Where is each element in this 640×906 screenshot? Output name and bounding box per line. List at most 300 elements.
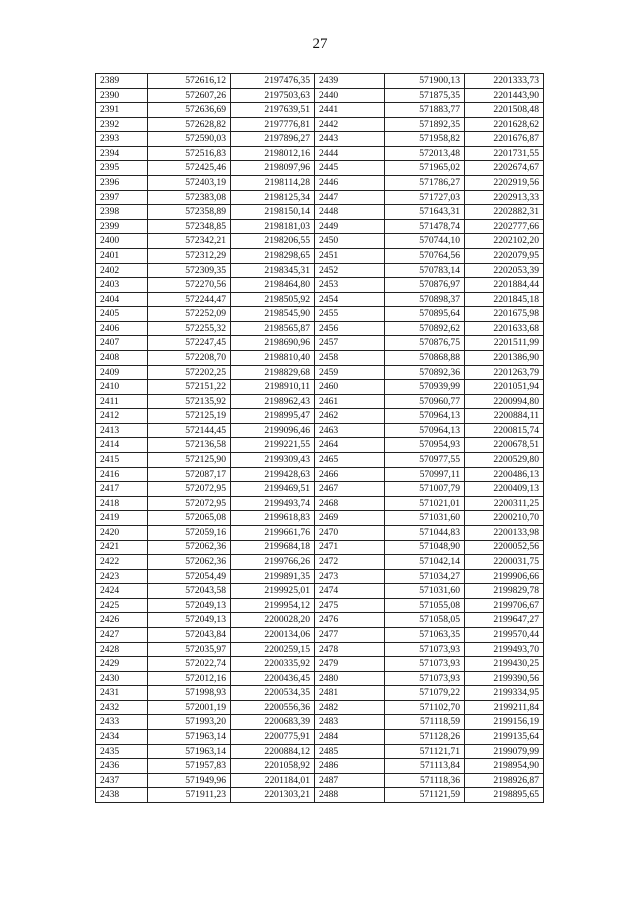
point-number-cell: 2475 [315,598,385,613]
point-number-cell: 2422 [96,555,148,570]
y-coordinate-cell: 2200775,91 [231,730,315,745]
y-coordinate-cell: 2199334,95 [465,686,544,701]
point-number-cell: 2404 [96,292,148,307]
point-number-cell: 2429 [96,657,148,672]
x-coordinate-cell: 571643,31 [385,205,465,220]
table-row [96,453,544,468]
x-coordinate-cell: 572054,49 [148,569,231,584]
point-number-cell: 2431 [96,686,148,701]
point-number-cell: 2488 [315,788,385,803]
x-coordinate-cell: 572309,35 [148,263,231,278]
x-coordinate-cell: 572072,95 [148,496,231,511]
x-coordinate-cell: 570939,99 [385,380,465,395]
x-coordinate-cell: 571102,70 [385,700,465,715]
x-coordinate-cell: 570876,97 [385,278,465,293]
point-number-cell: 2399 [96,219,148,234]
y-coordinate-cell: 2198097,96 [231,161,315,176]
y-coordinate-cell: 2202079,95 [465,248,544,263]
y-coordinate-cell: 2197639,51 [231,103,315,118]
x-coordinate-cell: 570744,10 [385,234,465,249]
y-coordinate-cell: 2198810,40 [231,350,315,365]
point-number-cell: 2437 [96,773,148,788]
point-number-cell: 2441 [315,103,385,118]
x-coordinate-cell: 571118,36 [385,773,465,788]
y-coordinate-cell: 2201511,99 [465,336,544,351]
point-number-cell: 2425 [96,598,148,613]
point-number-cell: 2446 [315,176,385,191]
point-number-cell: 2414 [96,438,148,453]
point-number-cell: 2462 [315,409,385,424]
x-coordinate-cell: 572062,36 [148,555,231,570]
y-coordinate-cell: 2199661,76 [231,525,315,540]
table-row [96,569,544,584]
table-row [96,555,544,570]
table-row [96,161,544,176]
y-coordinate-cell: 2198690,96 [231,336,315,351]
x-coordinate-cell: 570964,13 [385,423,465,438]
point-number-cell: 2395 [96,161,148,176]
x-coordinate-cell: 571063,35 [385,627,465,642]
x-coordinate-cell: 572087,17 [148,467,231,482]
point-number-cell: 2478 [315,642,385,657]
point-number-cell: 2423 [96,569,148,584]
x-coordinate-cell: 572244,47 [148,292,231,307]
y-coordinate-cell: 2200409,13 [465,482,544,497]
x-coordinate-cell: 572135,92 [148,394,231,409]
point-number-cell: 2439 [315,74,385,89]
table-row [96,146,544,161]
y-coordinate-cell: 2199706,67 [465,598,544,613]
x-coordinate-cell: 571963,14 [148,744,231,759]
x-coordinate-cell: 571079,22 [385,686,465,701]
table-row [96,219,544,234]
x-coordinate-cell: 571121,59 [385,788,465,803]
table-row [96,409,544,424]
point-number-cell: 2457 [315,336,385,351]
x-coordinate-cell: 571958,82 [385,132,465,147]
y-coordinate-cell: 2199954,12 [231,598,315,613]
table-row [96,613,544,628]
point-number-cell: 2479 [315,657,385,672]
table-row [96,321,544,336]
point-number-cell: 2428 [96,642,148,657]
point-number-cell: 2468 [315,496,385,511]
point-number-cell: 2430 [96,671,148,686]
y-coordinate-cell: 2202102,20 [465,234,544,249]
y-coordinate-cell: 2200210,70 [465,511,544,526]
y-coordinate-cell: 2201058,92 [231,759,315,774]
y-coordinate-cell: 2197476,35 [231,74,315,89]
y-coordinate-cell: 2201303,21 [231,788,315,803]
point-number-cell: 2436 [96,759,148,774]
y-coordinate-cell: 2200436,45 [231,671,315,686]
point-number-cell: 2485 [315,744,385,759]
point-number-cell: 2417 [96,482,148,497]
point-number-cell: 2451 [315,248,385,263]
y-coordinate-cell: 2200031,75 [465,555,544,570]
y-coordinate-cell: 2198910,11 [231,380,315,395]
point-number-cell: 2483 [315,715,385,730]
x-coordinate-cell: 572270,56 [148,278,231,293]
y-coordinate-cell: 2199618,83 [231,511,315,526]
x-coordinate-cell: 572255,32 [148,321,231,336]
point-number-cell: 2463 [315,423,385,438]
x-coordinate-cell: 572312,29 [148,248,231,263]
y-coordinate-cell: 2201731,55 [465,146,544,161]
y-coordinate-cell: 2199493,70 [465,642,544,657]
y-coordinate-cell: 2200534,35 [231,686,315,701]
y-coordinate-cell: 2200486,13 [465,467,544,482]
x-coordinate-cell: 572049,13 [148,598,231,613]
y-coordinate-cell: 2200259,15 [231,642,315,657]
point-number-cell: 2487 [315,773,385,788]
point-number-cell: 2418 [96,496,148,511]
x-coordinate-cell: 570876,75 [385,336,465,351]
point-number-cell: 2435 [96,744,148,759]
y-coordinate-cell: 2198954,90 [465,759,544,774]
x-coordinate-cell: 571007,79 [385,482,465,497]
point-number-cell: 2466 [315,467,385,482]
x-coordinate-cell: 571965,02 [385,161,465,176]
x-coordinate-cell: 572001,19 [148,700,231,715]
point-number-cell: 2440 [315,88,385,103]
y-coordinate-cell: 2200884,12 [231,744,315,759]
x-coordinate-cell: 571949,96 [148,773,231,788]
x-coordinate-cell: 572628,82 [148,117,231,132]
y-coordinate-cell: 2201508,48 [465,103,544,118]
x-coordinate-cell: 572136,58 [148,438,231,453]
table-row [96,584,544,599]
table-row [96,234,544,249]
y-coordinate-cell: 2199684,18 [231,540,315,555]
point-number-cell: 2415 [96,453,148,468]
y-coordinate-cell: 2199493,74 [231,496,315,511]
y-coordinate-cell: 2200994,80 [465,394,544,409]
y-coordinate-cell: 2202919,56 [465,176,544,191]
y-coordinate-cell: 2199309,43 [231,453,315,468]
table-row [96,438,544,453]
y-coordinate-cell: 2201184,01 [231,773,315,788]
y-coordinate-cell: 2199829,78 [465,584,544,599]
x-coordinate-cell: 571073,93 [385,657,465,672]
x-coordinate-cell: 571900,13 [385,74,465,89]
x-coordinate-cell: 572013,48 [385,146,465,161]
table-row [96,642,544,657]
x-coordinate-cell: 570977,55 [385,453,465,468]
y-coordinate-cell: 2198926,87 [465,773,544,788]
point-number-cell: 2408 [96,350,148,365]
point-number-cell: 2471 [315,540,385,555]
point-number-cell: 2477 [315,627,385,642]
point-number-cell: 2412 [96,409,148,424]
point-number-cell: 2420 [96,525,148,540]
y-coordinate-cell: 2199647,27 [465,613,544,628]
table-row [96,525,544,540]
y-coordinate-cell: 2199211,84 [465,700,544,715]
point-number-cell: 2401 [96,248,148,263]
x-coordinate-cell: 571128,26 [385,730,465,745]
table-row [96,482,544,497]
y-coordinate-cell: 2201263,79 [465,365,544,380]
point-number-cell: 2442 [315,117,385,132]
x-coordinate-cell: 572035,97 [148,642,231,657]
x-coordinate-cell: 571875,35 [385,88,465,103]
table-row [96,496,544,511]
x-coordinate-cell: 571044,83 [385,525,465,540]
point-number-cell: 2411 [96,394,148,409]
table-row [96,423,544,438]
table-row [96,657,544,672]
y-coordinate-cell: 2199906,66 [465,569,544,584]
point-number-cell: 2452 [315,263,385,278]
y-coordinate-cell: 2201884,44 [465,278,544,293]
table-row [96,190,544,205]
y-coordinate-cell: 2201633,68 [465,321,544,336]
y-coordinate-cell: 2201333,73 [465,74,544,89]
table-row [96,117,544,132]
y-coordinate-cell: 2199766,26 [231,555,315,570]
y-coordinate-cell: 2199469,51 [231,482,315,497]
point-number-cell: 2427 [96,627,148,642]
x-coordinate-cell: 572202,25 [148,365,231,380]
x-coordinate-cell: 571993,20 [148,715,231,730]
x-coordinate-cell: 572425,46 [148,161,231,176]
x-coordinate-cell: 571048,90 [385,540,465,555]
y-coordinate-cell: 2198464,80 [231,278,315,293]
point-number-cell: 2445 [315,161,385,176]
table-row [96,671,544,686]
y-coordinate-cell: 2200884,11 [465,409,544,424]
x-coordinate-cell: 571058,05 [385,613,465,628]
point-number-cell: 2419 [96,511,148,526]
x-coordinate-cell: 570783,14 [385,263,465,278]
point-number-cell: 2389 [96,74,148,89]
x-coordinate-cell: 570964,13 [385,409,465,424]
table-row [96,176,544,191]
y-coordinate-cell: 2198345,31 [231,263,315,278]
y-coordinate-cell: 2202882,31 [465,205,544,220]
x-coordinate-cell: 572342,21 [148,234,231,249]
y-coordinate-cell: 2198181,03 [231,219,315,234]
y-coordinate-cell: 2198298,65 [231,248,315,263]
x-coordinate-cell: 571892,35 [385,117,465,132]
page-number: 27 [312,36,328,52]
x-coordinate-cell: 572022,74 [148,657,231,672]
table-row [96,380,544,395]
x-coordinate-cell: 571073,93 [385,642,465,657]
y-coordinate-cell: 2200683,39 [231,715,315,730]
point-number-cell: 2453 [315,278,385,293]
point-number-cell: 2402 [96,263,148,278]
point-number-cell: 2448 [315,205,385,220]
point-number-cell: 2397 [96,190,148,205]
point-number-cell: 2456 [315,321,385,336]
point-number-cell: 2410 [96,380,148,395]
table-row [96,103,544,118]
point-number-cell: 2406 [96,321,148,336]
x-coordinate-cell: 572043,84 [148,627,231,642]
x-coordinate-cell: 570997,11 [385,467,465,482]
y-coordinate-cell: 2201386,90 [465,350,544,365]
y-coordinate-cell: 2199428,63 [231,467,315,482]
x-coordinate-cell: 572358,89 [148,205,231,220]
x-coordinate-cell: 572636,69 [148,103,231,118]
x-coordinate-cell: 571034,27 [385,569,465,584]
y-coordinate-cell: 2199430,25 [465,657,544,672]
y-coordinate-cell: 2200529,80 [465,453,544,468]
point-number-cell: 2432 [96,700,148,715]
y-coordinate-cell: 2198125,34 [231,190,315,205]
point-number-cell: 2396 [96,176,148,191]
table-row [96,248,544,263]
point-number-cell: 2455 [315,307,385,322]
x-coordinate-cell: 571478,74 [385,219,465,234]
point-number-cell: 2390 [96,88,148,103]
x-coordinate-cell: 572065,08 [148,511,231,526]
point-number-cell: 2473 [315,569,385,584]
point-number-cell: 2444 [315,146,385,161]
y-coordinate-cell: 2202913,33 [465,190,544,205]
x-coordinate-cell: 572012,16 [148,671,231,686]
y-coordinate-cell: 2200133,98 [465,525,544,540]
point-number-cell: 2413 [96,423,148,438]
x-coordinate-cell: 571113,84 [385,759,465,774]
table-row [96,627,544,642]
x-coordinate-cell: 572383,08 [148,190,231,205]
y-coordinate-cell: 2201051,94 [465,380,544,395]
table-row [96,88,544,103]
point-number-cell: 2398 [96,205,148,220]
y-coordinate-cell: 2200052,56 [465,540,544,555]
y-coordinate-cell: 2197896,27 [231,132,315,147]
x-coordinate-cell: 571021,01 [385,496,465,511]
x-coordinate-cell: 572125,19 [148,409,231,424]
point-number-cell: 2461 [315,394,385,409]
y-coordinate-cell: 2200028,20 [231,613,315,628]
y-coordinate-cell: 2198150,14 [231,205,315,220]
y-coordinate-cell: 2201443,90 [465,88,544,103]
x-coordinate-cell: 571883,77 [385,103,465,118]
point-number-cell: 2474 [315,584,385,599]
table-row [96,394,544,409]
x-coordinate-cell: 572125,90 [148,453,231,468]
point-number-cell: 2472 [315,555,385,570]
x-coordinate-cell: 572607,26 [148,88,231,103]
y-coordinate-cell: 2199096,46 [231,423,315,438]
point-number-cell: 2450 [315,234,385,249]
x-coordinate-cell: 571911,23 [148,788,231,803]
y-coordinate-cell: 2201675,98 [465,307,544,322]
y-coordinate-cell: 2197776,81 [231,117,315,132]
x-coordinate-cell: 571727,03 [385,190,465,205]
table-row [96,540,544,555]
point-number-cell: 2424 [96,584,148,599]
x-coordinate-cell: 570960,77 [385,394,465,409]
point-number-cell: 2403 [96,278,148,293]
x-coordinate-cell: 572616,12 [148,74,231,89]
x-coordinate-cell: 572247,45 [148,336,231,351]
table-row [96,773,544,788]
x-coordinate-cell: 570898,37 [385,292,465,307]
x-coordinate-cell: 572043,58 [148,584,231,599]
y-coordinate-cell: 2198545,90 [231,307,315,322]
table-row [96,511,544,526]
table-row [96,686,544,701]
y-coordinate-cell: 2200134,06 [231,627,315,642]
table-row [96,205,544,220]
y-coordinate-cell: 2198565,87 [231,321,315,336]
y-coordinate-cell: 2199891,35 [231,569,315,584]
point-number-cell: 2438 [96,788,148,803]
y-coordinate-cell: 2202777,66 [465,219,544,234]
table-row [96,132,544,147]
table-row [96,365,544,380]
x-coordinate-cell: 571031,60 [385,511,465,526]
x-coordinate-cell: 572072,95 [148,482,231,497]
x-coordinate-cell: 571031,60 [385,584,465,599]
y-coordinate-cell: 2201845,18 [465,292,544,307]
coordinates-table-body [96,74,544,803]
y-coordinate-cell: 2199221,55 [231,438,315,453]
y-coordinate-cell: 2197503,63 [231,88,315,103]
table-row [96,759,544,774]
point-number-cell: 2407 [96,336,148,351]
y-coordinate-cell: 2198962,43 [231,394,315,409]
y-coordinate-cell: 2200556,36 [231,700,315,715]
point-number-cell: 2433 [96,715,148,730]
y-coordinate-cell: 2200335,92 [231,657,315,672]
point-number-cell: 2481 [315,686,385,701]
y-coordinate-cell: 2201628,62 [465,117,544,132]
x-coordinate-cell: 572062,36 [148,540,231,555]
x-coordinate-cell: 572059,16 [148,525,231,540]
x-coordinate-cell: 571786,27 [385,176,465,191]
x-coordinate-cell: 571118,59 [385,715,465,730]
point-number-cell: 2426 [96,613,148,628]
table-row [96,350,544,365]
table-row [96,278,544,293]
point-number-cell: 2447 [315,190,385,205]
point-number-cell: 2454 [315,292,385,307]
table-row [96,700,544,715]
x-coordinate-cell: 572516,83 [148,146,231,161]
table-row [96,730,544,745]
x-coordinate-cell: 571055,08 [385,598,465,613]
x-coordinate-cell: 570954,93 [385,438,465,453]
table-row [96,598,544,613]
point-number-cell: 2421 [96,540,148,555]
y-coordinate-cell: 2198895,65 [465,788,544,803]
point-number-cell: 2409 [96,365,148,380]
y-coordinate-cell: 2201676,87 [465,132,544,147]
y-coordinate-cell: 2199390,56 [465,671,544,686]
point-number-cell: 2476 [315,613,385,628]
point-number-cell: 2443 [315,132,385,147]
x-coordinate-cell: 571042,14 [385,555,465,570]
y-coordinate-cell: 2200678,51 [465,438,544,453]
table-row [96,788,544,803]
point-number-cell: 2459 [315,365,385,380]
y-coordinate-cell: 2199135,64 [465,730,544,745]
x-coordinate-cell: 571121,71 [385,744,465,759]
y-coordinate-cell: 2199156,19 [465,715,544,730]
x-coordinate-cell: 570895,64 [385,307,465,322]
point-number-cell: 2458 [315,350,385,365]
y-coordinate-cell: 2198505,92 [231,292,315,307]
x-coordinate-cell: 571963,14 [148,730,231,745]
table-row [96,744,544,759]
y-coordinate-cell: 2200311,25 [465,496,544,511]
